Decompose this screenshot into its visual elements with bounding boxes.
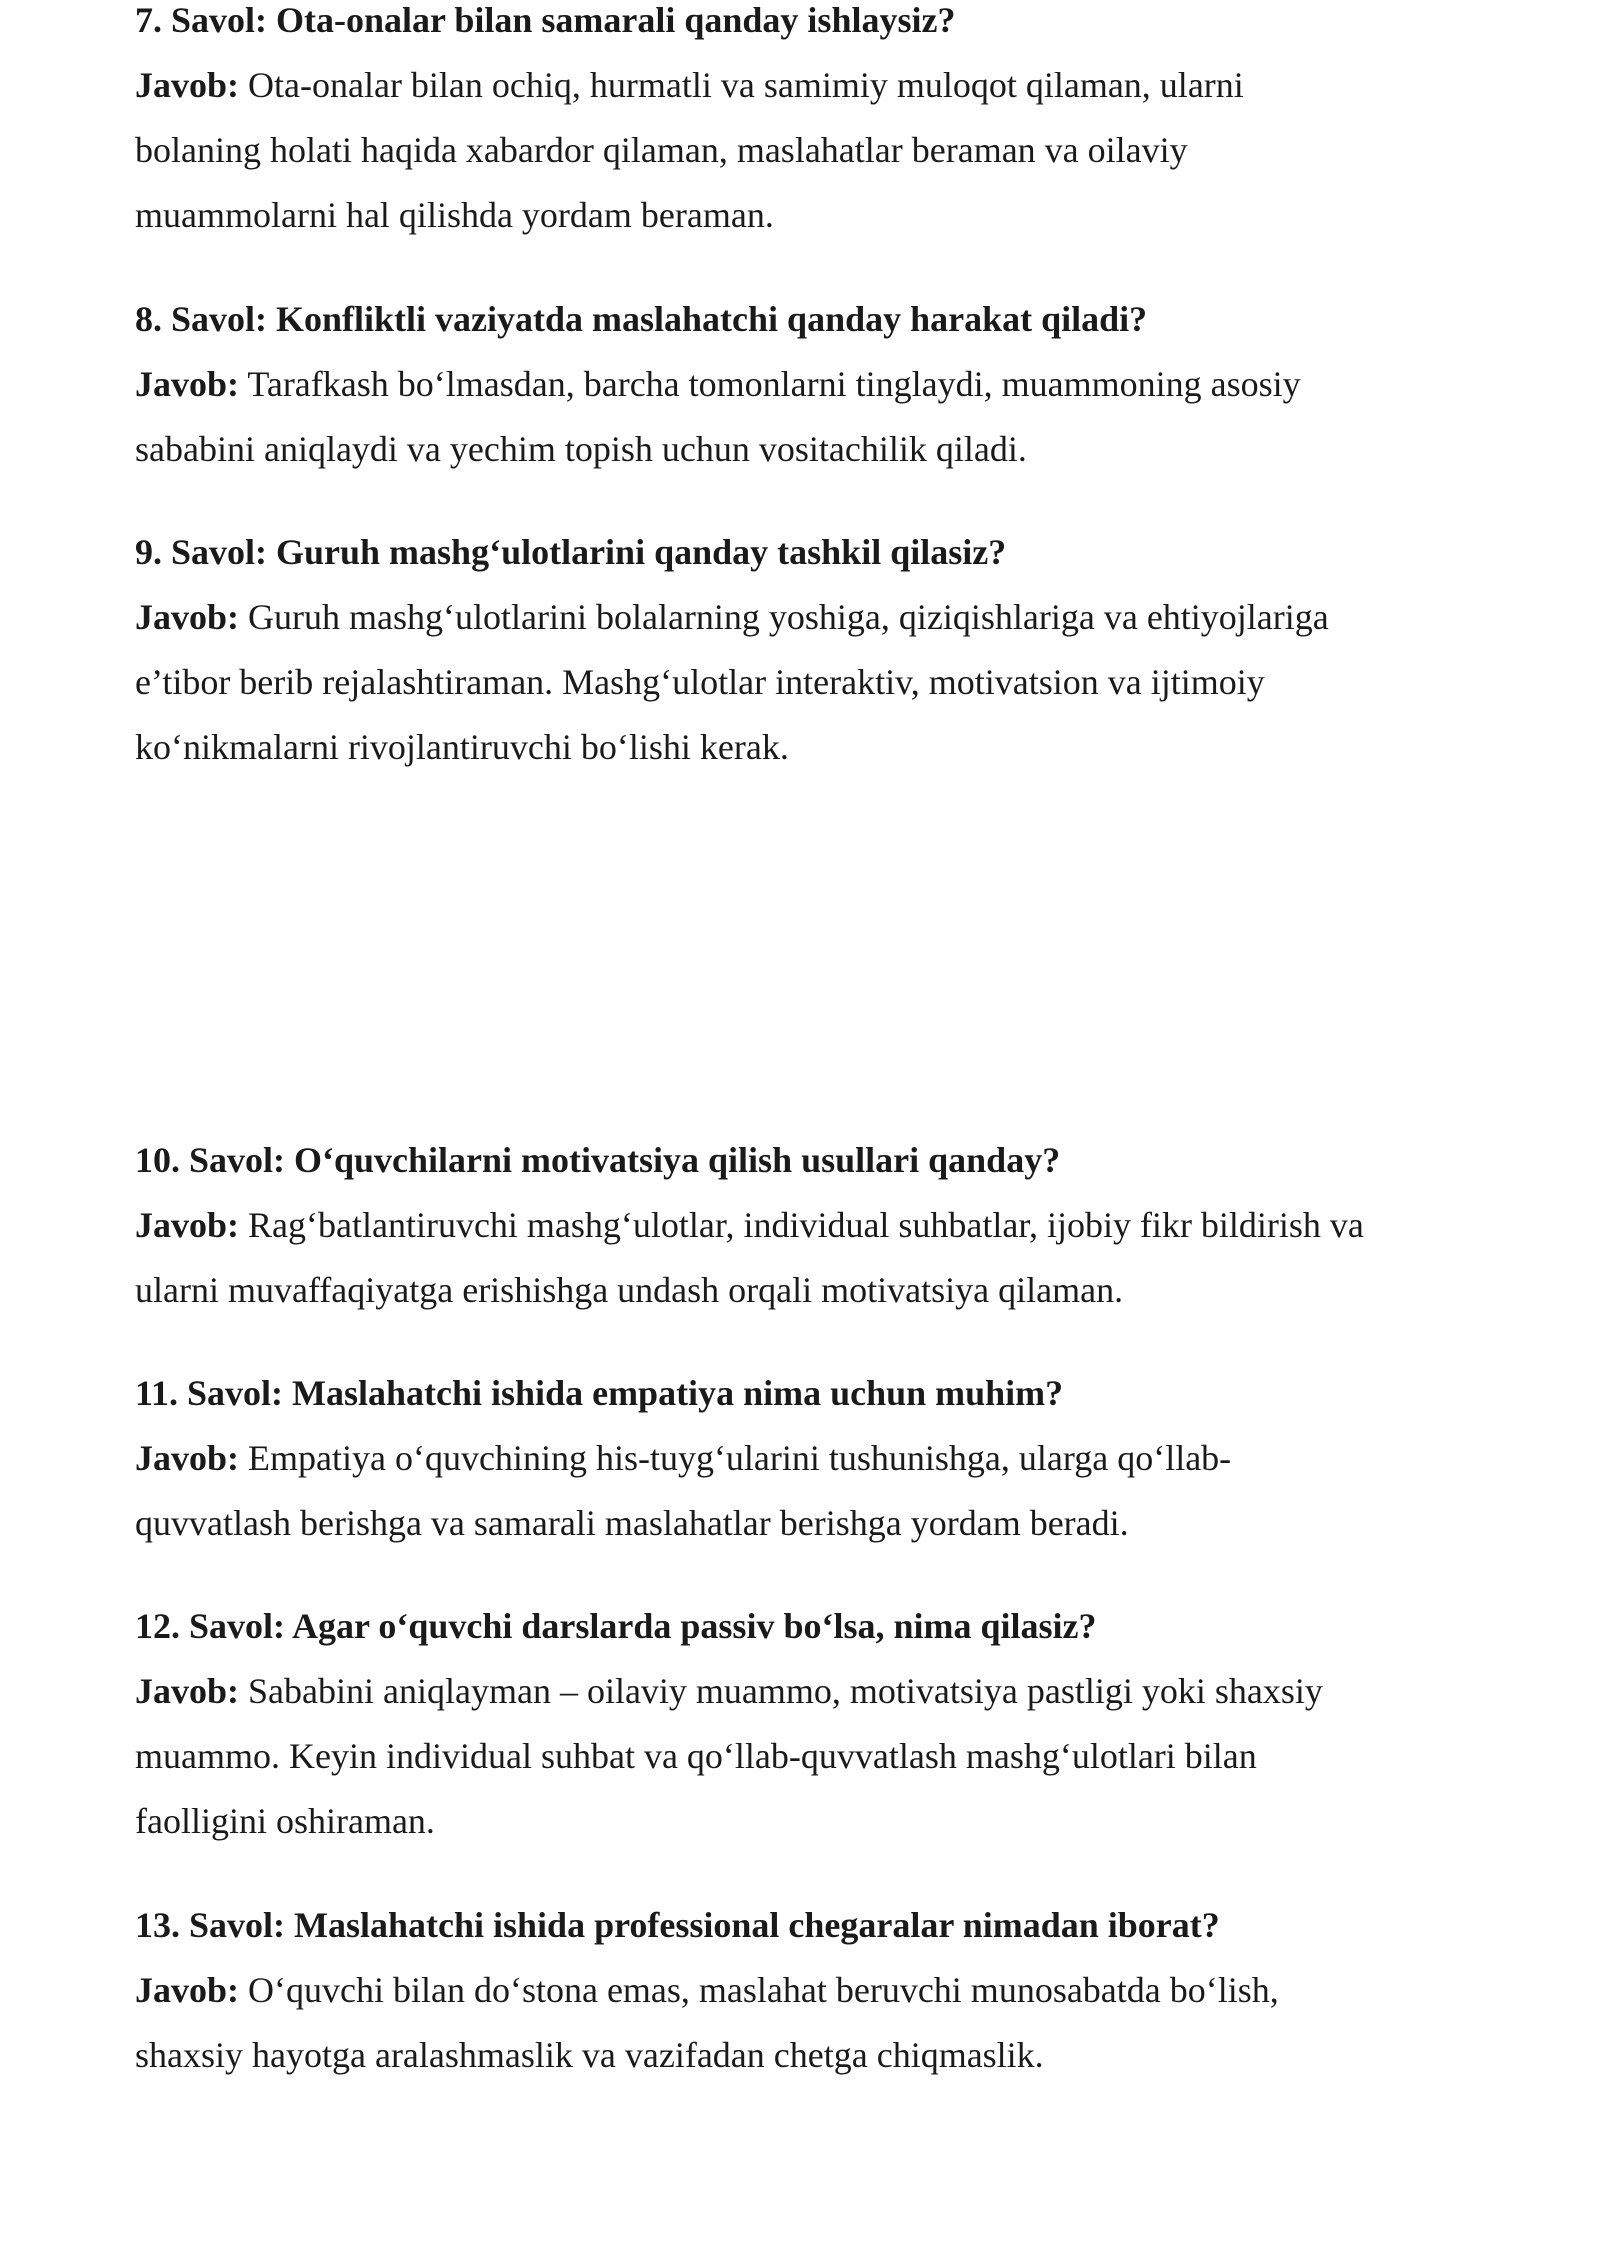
answer-text: O‘quvchi bilan do‘stona emas, maslahat beruvchi munosabatda bo‘lish, [239,1970,1279,2010]
answer-line [135,1193,1475,1258]
answer-line: ko‘nikmalarni rivojlantiruvchi bo‘lishi kerak. [135,727,789,767]
question-heading: 12. Savol: Agar o‘quvchi darslarda passiv bo‘lsa, nima qilasiz? [135,1606,1097,1646]
qa-item-10 [135,1128,1475,1323]
answer-line: ularni muvaffaqiyatga erishishga undash orqali motivatsiya qilaman. [135,1270,1124,1310]
answer-line: sababini aniqlaydi va yechim topish uchun vositachilik qiladi. [135,429,1027,469]
question-heading: 8. Savol: Konfliktli vaziyatda maslahatchi qanday harakat qiladi? [135,299,1148,339]
qa-item-11 [135,1361,1475,1556]
answer-line: e’tibor berib rejalashtiraman. Mashg‘ulotlar interaktiv, motivatsion va ijtimoiy [135,662,1265,702]
answer-label: Javob: [135,1438,240,1478]
answer-line [135,1958,1475,2023]
question-heading: 9. Savol: Guruh mashg‘ulotlarini qanday tashkil qilasiz? [135,532,1007,572]
answer-text: Guruh mashg‘ulotlarini bolalarning yoshiga, qiziqishlariga va ehtiyojlariga [239,597,1329,637]
answer-line [135,1659,1475,1724]
question-heading: 10. Savol: O‘quvchilarni motivatsiya qilish usullari qanday? [135,1140,1061,1180]
answer-label: Javob: [135,1205,240,1245]
answer-line: muammolarni hal qilishda yordam beraman. [135,195,774,235]
answer-paragraph [135,1193,1475,1323]
answer-paragraph [135,53,1475,248]
answer-text: Empatiya o‘quvchining his-tuyg‘ularini tushunishga, ularga qo‘llab- [239,1438,1232,1478]
qa-item-7 [135,0,1475,248]
answer-paragraph [135,585,1475,780]
answer-paragraph [135,352,1475,482]
question-heading: 7. Savol: Ota-onalar bilan samarali qanday ishlaysiz? [135,0,956,40]
answer-line: bolaning holati haqida xabardor qilaman, maslahatlar beraman va oilaviy [135,130,1188,170]
answer-text: Sababini aniqlayman – oilaviy muammo, motivatsiya pastligi yoki shaxsiy [239,1671,1323,1711]
qa-item-12 [135,1594,1475,1854]
qa-item-8 [135,287,1475,482]
answer-line: muammo. Keyin individual suhbat va qo‘llab-quvvatlash mashg‘ulotlari bilan [135,1736,1257,1776]
answer-line: faolligini oshiraman. [135,1801,435,1841]
answer-paragraph [135,1659,1475,1854]
answer-text: Tarafkash bo‘lmasdan, barcha tomonlarni tinglaydi, muammoning asosiy [239,364,1301,404]
answer-line [135,1426,1475,1491]
answer-paragraph [135,1426,1475,1556]
answer-line [135,585,1475,650]
question-heading: 11. Savol: Maslahatchi ishida empatiya nima uchun muhim? [135,1373,1064,1413]
answer-label: Javob: [135,1970,240,2010]
qa-item-13 [135,1893,1475,2088]
answer-text: Ota-onalar bilan ochiq, hurmatli va samimiy muloqot qilaman, ularni [239,65,1244,105]
answer-label: Javob: [135,597,240,637]
answer-text: Rag‘batlantiruvchi mashg‘ulotlar, individual suhbatlar, ijobiy fikr bildirish va [239,1205,1364,1245]
question-heading: 13. Savol: Maslahatchi ishida professional chegaralar nimadan iborat? [135,1905,1220,1945]
answer-line: shaxsiy hayotga aralashmaslik va vazifadan chetga chiqmaslik. [135,2035,1044,2075]
answer-label: Javob: [135,65,240,105]
answer-line [135,352,1475,417]
answer-line [135,53,1475,118]
answer-label: Javob: [135,364,240,404]
qa-item-9 [135,520,1475,780]
answer-paragraph [135,1958,1475,2088]
answer-line: quvvatlash berishga va samarali maslahatlar berishga yordam beradi. [135,1503,1129,1543]
answer-label: Javob: [135,1671,240,1711]
